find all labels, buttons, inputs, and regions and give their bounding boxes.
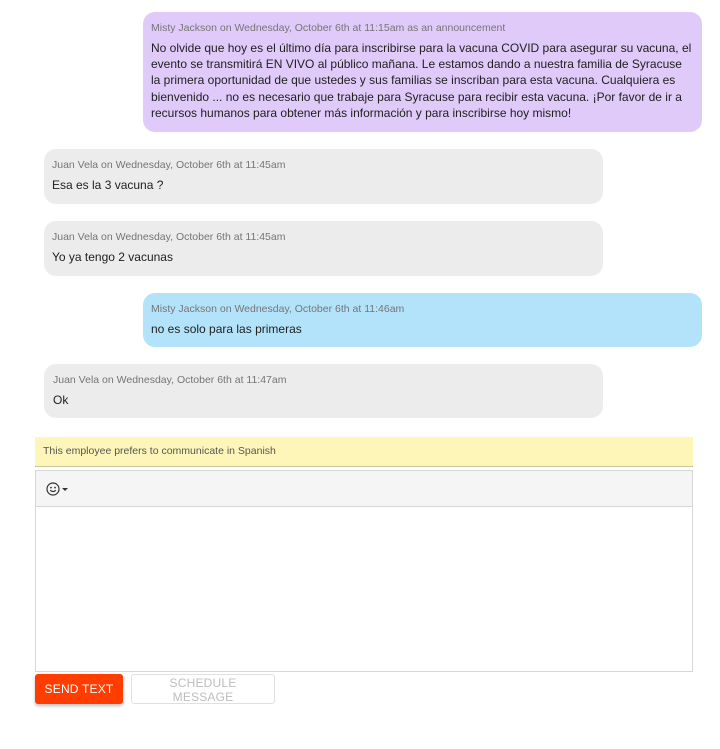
schedule-message-button[interactable]: SCHEDULE MESSAGE	[131, 674, 275, 704]
message-meta: Misty Jackson on Wednesday, October 6th at 11:15am as an announcement	[151, 22, 506, 34]
message-text: no es solo para las primeras	[151, 322, 302, 336]
caret-down-icon	[62, 488, 68, 491]
incoming-message	[44, 364, 603, 418]
message-meta: Juan Vela on Wednesday, October 6th at 11:45am	[52, 159, 286, 171]
message-text: No olvide que hoy es el último día para inscribirse para la vacuna COVID para asegurar su vacuna, el evento se transmitirá EN VIVO al público mañana. Le estamos dando a nuestra familia de Syracuse la primera oportunidad de que ustedes y sus familias se inscriban para esta vacuna. Cualquiera es bienvenido ... no es necesario que trabaje para Syracuse para recibir esta vacuna. ¡Por favor de ir a recursos humanos para obtener más información y para inscribirse hoy mismo!	[151, 41, 692, 120]
announcement-message	[143, 12, 702, 132]
smiley-icon	[46, 482, 60, 496]
incoming-message	[44, 149, 603, 204]
message-text: Yo ya tengo 2 vacunas	[52, 250, 173, 264]
message-meta: Juan Vela on Wednesday, October 6th at 11:47am	[53, 374, 287, 386]
emoji-picker-button[interactable]	[46, 482, 68, 496]
message-meta: Juan Vela on Wednesday, October 6th at 11:45am	[52, 231, 286, 243]
composer-toolbar	[36, 471, 692, 507]
language-preference-notice: This employee prefers to communicate in Spanish	[35, 437, 693, 467]
message-text: Ok	[53, 393, 69, 407]
send-text-button[interactable]: SEND TEXT	[35, 674, 123, 704]
message-text: Esa es la 3 vacuna ?	[52, 178, 164, 192]
outgoing-message	[143, 293, 702, 347]
incoming-message	[44, 221, 603, 276]
message-input[interactable]	[36, 507, 692, 671]
message-composer	[35, 470, 693, 672]
message-meta: Misty Jackson on Wednesday, October 6th at 11:46am	[151, 303, 405, 315]
